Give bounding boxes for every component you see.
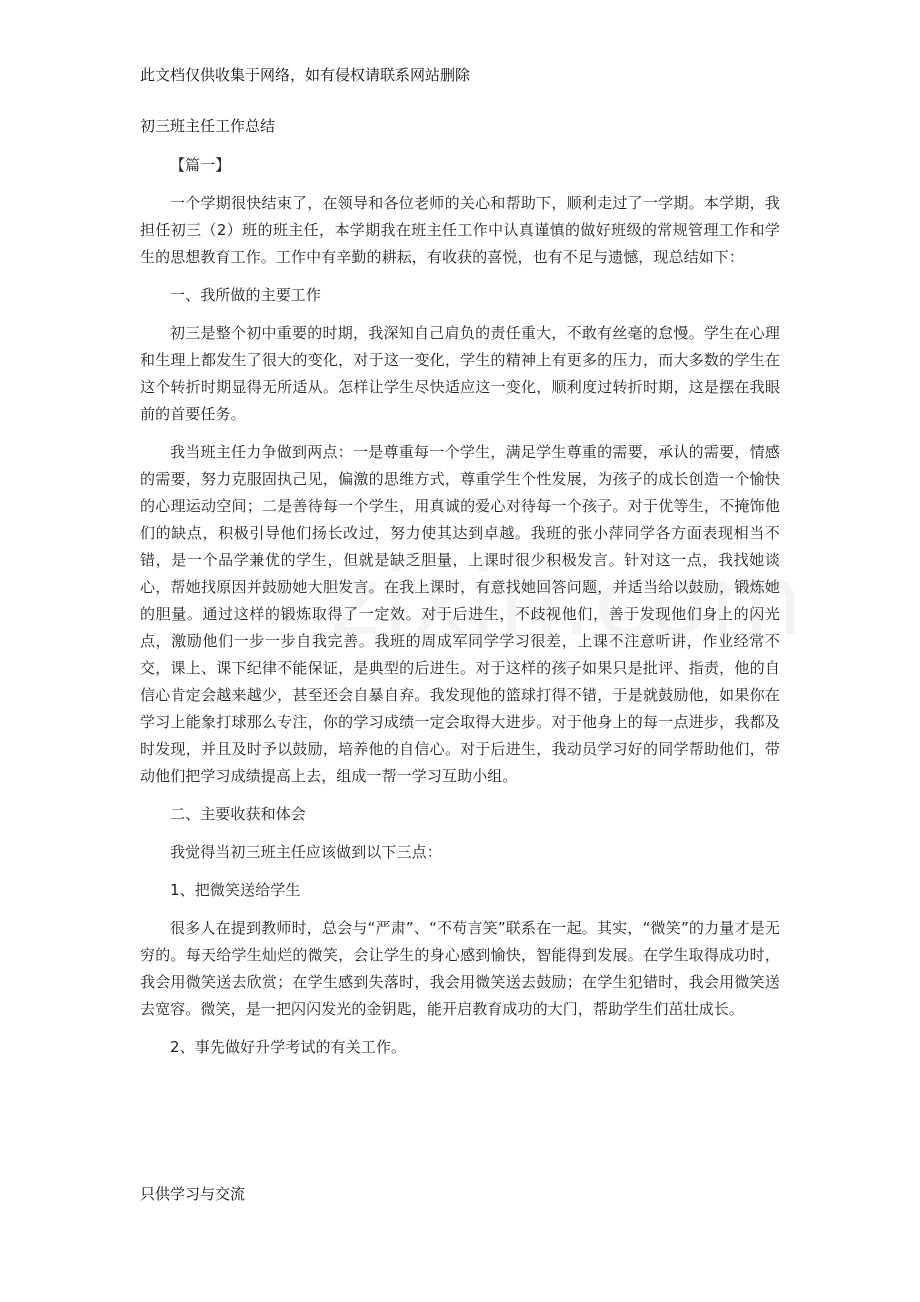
section-heading: 二、主要收获和体会: [170, 805, 306, 823]
document-body: [140, 152, 780, 1072]
paragraph: 初三是整个初中重要的时期，我深知自己肩负的责任重大，不敢有丝毫的怠慢。学生在心理和生理上都发生了很大的变化，对于这一变化，学生的精神上有更多的压力，而大多数的学生在这个转折时期显得无所适从。怎样让学生尽快适应这一变化，顺利度过转折时期，这是摆在我眼前的首要任务。: [140, 324, 780, 423]
header-disclaimer: 此文档仅供收集于网络，如有侵权请联系网站删除: [140, 66, 471, 84]
paragraph-intro: 一个学期很快结束了，在领导和各位老师的关心和帮助下，顺利走过了一学期。本学期，我担任初三（2）班的班主任，本学期我在班主任工作中认真谨慎的做好班级的常规管理工作和学生的思想教育工作。工作中有辛勤的耕耘，有收获的喜悦，也有不足与遗憾，现总结如下：: [140, 194, 780, 266]
paragraph: 我觉得当初三班主任应该做到以下三点：: [170, 843, 442, 861]
subsection-heading: 1、把微笑送给学生: [170, 881, 301, 899]
paragraph: 我当班主任力争做到两点：一是尊重每一个学生，满足学生尊重的需要，承认的需要，情感的需要，努力克服固执己见，偏激的思维方式，尊重学生个性发展，为孩子的成长创造一个愉快的心理运动空间；二是善待每一个学生，用真诚的爱心对待每一个孩子。对于优等生，不掩饰他们的缺点，积极引导他们扬长改过，努力使其达到卓越。我班的张小萍同学各方面表现相当不错，是一个品学兼优的学生，但就是缺乏胆量，上课时很少积极发言。针对这一点，我找她谈心，帮她找原因并鼓励她大胆发言。在我上课时，有意找她回答问题，并适当给以鼓励，锻炼她的胆量。通过这样的锻炼取得了一定效。对于后进生，不歧视他们，善于发现他们身上的闪光点，激励他们一步一步自我完善。我班的周成军同学学习很差，上课不注意听讲，作业经常不交，课上、课下纪律不能保证，是典型的后进生。对于这样的孩子如果只是批评、指责，他的自信心肯定会越来越少，甚至还会自暴自弃。我发现他的篮球打得不错，于是就鼓励他，如果你在学习上能象打球那么专注，你的学习成绩一定会取得大进步。对于他身上的每一点进步，我都及时发现，并且及时予以鼓励，培养他的自信心。对于后进生，我动员学习好的同学帮助他们，带动他们把学习成绩提高上去，组成一帮一学习互助小组。: [140, 443, 780, 785]
footer-note: 只供学习与交流: [140, 1185, 246, 1203]
subsection-heading: 2、事先做好升学考试的有关工作。: [170, 1038, 407, 1056]
section-heading: 一、我所做的主要工作: [170, 286, 322, 304]
section-tag: 【篇一】: [170, 156, 231, 174]
paragraph: 很多人在提到教师时，总会与“严肃”、“不苟言笑”联系在一起。其实，“微笑”的力量才是无穷的。每天给学生灿烂的微笑，会让学生的身心感到愉快，智能得到发展。在学生取得成功时，我会用微笑送去欣赏；在学生感到失落时，我会用微笑送去鼓励；在学生犯错时，我会用微笑送去宽容。微笑，是一把闪闪发光的金钥匙，能开启教育成功的大门，帮助学生们茁壮成长。: [140, 919, 780, 1018]
document-title: 初三班主任工作总结: [140, 117, 276, 135]
